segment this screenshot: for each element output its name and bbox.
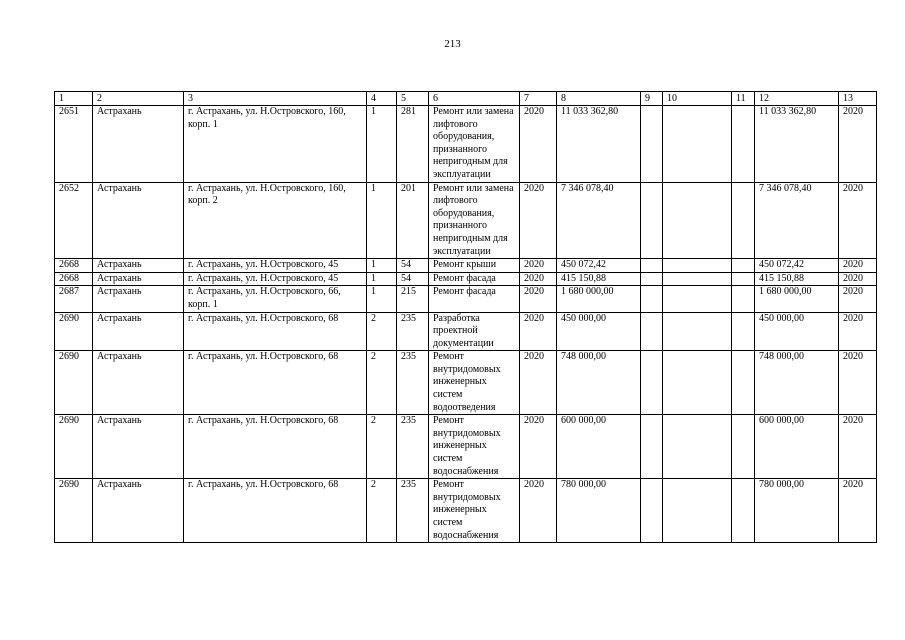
table-cell: Ремонт внутридомовых инженерных систем водоснабжения <box>429 479 520 543</box>
table-cell <box>641 479 663 543</box>
table-cell: 780 000,00 <box>755 479 839 543</box>
table-cell <box>663 286 732 312</box>
table-cell <box>641 415 663 479</box>
table-cell <box>641 351 663 415</box>
table-cell: г. Астрахань, ул. Н.Островского, 68 <box>184 479 367 543</box>
table-cell: 2020 <box>839 286 877 312</box>
table-cell <box>732 106 755 183</box>
table-row <box>55 479 877 543</box>
table-cell: г. Астрахань, ул. Н.Островского, 160, корп. 2 <box>184 182 367 259</box>
table-row <box>55 351 877 415</box>
table-cell <box>641 259 663 273</box>
table-cell: 2020 <box>520 351 557 415</box>
table-cell: 748 000,00 <box>557 351 641 415</box>
table-cell: г. Астрахань, ул. Н.Островского, 68 <box>184 312 367 351</box>
table-cell: 450 000,00 <box>557 312 641 351</box>
table-row <box>55 286 877 312</box>
table-cell: Ремонт фасада <box>429 286 520 312</box>
table-cell: Астрахань <box>93 415 184 479</box>
table-cell: 2020 <box>520 106 557 183</box>
table-cell <box>663 259 732 273</box>
table-cell: 2020 <box>839 106 877 183</box>
table-cell: 2 <box>367 479 397 543</box>
table-cell: 2020 <box>520 479 557 543</box>
table-cell: 2 <box>367 415 397 479</box>
table-cell: г. Астрахань, ул. Н.Островского, 68 <box>184 415 367 479</box>
table-cell: 2668 <box>55 272 93 286</box>
table-cell: 2020 <box>839 479 877 543</box>
table-cell: 2020 <box>520 182 557 259</box>
table-cell <box>641 312 663 351</box>
table-cell: 2020 <box>839 312 877 351</box>
table-cell: 2690 <box>55 351 93 415</box>
table-cell: 2 <box>367 312 397 351</box>
table-cell: 54 <box>397 259 429 273</box>
table-cell <box>641 182 663 259</box>
table-cell: 2020 <box>839 182 877 259</box>
column-number-cell: 11 <box>732 92 755 106</box>
table-cell: Разработка проектной документации <box>429 312 520 351</box>
table-cell: 2651 <box>55 106 93 183</box>
table-cell: Астрахань <box>93 259 184 273</box>
table-cell: 2020 <box>839 272 877 286</box>
table-cell <box>732 272 755 286</box>
column-number-cell: 9 <box>641 92 663 106</box>
table-cell: 2690 <box>55 312 93 351</box>
table-cell <box>663 106 732 183</box>
table-cell: 235 <box>397 312 429 351</box>
table-cell: 2020 <box>520 286 557 312</box>
table-cell: 2020 <box>839 259 877 273</box>
table-row <box>55 106 877 183</box>
table-cell: Астрахань <box>93 106 184 183</box>
table-cell <box>732 286 755 312</box>
table-cell <box>663 479 732 543</box>
table-cell: 600 000,00 <box>557 415 641 479</box>
column-number-cell: 8 <box>557 92 641 106</box>
table-cell <box>663 351 732 415</box>
table-cell: 2652 <box>55 182 93 259</box>
table-cell: 235 <box>397 415 429 479</box>
table-cell <box>663 272 732 286</box>
table-cell: 2690 <box>55 415 93 479</box>
table-cell <box>663 312 732 351</box>
table-cell: Ремонт внутридомовых инженерных систем водоснабжения <box>429 415 520 479</box>
table-cell: 2020 <box>520 312 557 351</box>
table-cell: 235 <box>397 351 429 415</box>
table-cell: 281 <box>397 106 429 183</box>
table-cell <box>732 182 755 259</box>
table-cell: 1 <box>367 286 397 312</box>
table-cell <box>732 312 755 351</box>
table-cell: 2687 <box>55 286 93 312</box>
table-cell: 450 072,42 <box>755 259 839 273</box>
column-number-cell: 13 <box>839 92 877 106</box>
table-cell: г. Астрахань, ул. Н.Островского, 160, корп. 1 <box>184 106 367 183</box>
table-cell: 2020 <box>839 415 877 479</box>
table-cell: Ремонт или замена лифтового оборудования, признанного непригодным для эксплуатации <box>429 182 520 259</box>
table-cell: Ремонт внутридомовых инженерных систем водоотведения <box>429 351 520 415</box>
table-cell: 201 <box>397 182 429 259</box>
table-cell: 2690 <box>55 479 93 543</box>
table-row <box>55 272 877 286</box>
table-cell: Астрахань <box>93 272 184 286</box>
table-cell: 7 346 078,40 <box>755 182 839 259</box>
table-cell: 2 <box>367 351 397 415</box>
column-number-cell: 5 <box>397 92 429 106</box>
table-cell: 2020 <box>839 351 877 415</box>
column-number-cell: 10 <box>663 92 732 106</box>
table-cell: Ремонт крыши <box>429 259 520 273</box>
table-cell <box>663 182 732 259</box>
table-cell: 2020 <box>520 259 557 273</box>
table-cell: 1 <box>367 259 397 273</box>
table-cell: 415 150,88 <box>557 272 641 286</box>
table-cell: Ремонт или замена лифтового оборудования, признанного непригодным для эксплуатации <box>429 106 520 183</box>
table-cell: 1 680 000,00 <box>755 286 839 312</box>
column-number-cell: 6 <box>429 92 520 106</box>
table-cell <box>641 106 663 183</box>
table-cell: 7 346 078,40 <box>557 182 641 259</box>
column-number-cell: 2 <box>93 92 184 106</box>
column-number-cell: 1 <box>55 92 93 106</box>
table-cell: 1 <box>367 272 397 286</box>
table-cell: г. Астрахань, ул. Н.Островского, 45 <box>184 259 367 273</box>
table-cell <box>641 286 663 312</box>
table-cell: 450 072,42 <box>557 259 641 273</box>
table-row <box>55 182 877 259</box>
table-cell <box>732 415 755 479</box>
column-number-cell: 3 <box>184 92 367 106</box>
table-cell: Астрахань <box>93 182 184 259</box>
table-cell <box>732 479 755 543</box>
table-cell: Астрахань <box>93 351 184 415</box>
table-row <box>55 415 877 479</box>
column-number-cell: 4 <box>367 92 397 106</box>
table-cell: Астрахань <box>93 479 184 543</box>
column-number-cell: 7 <box>520 92 557 106</box>
column-number-cell: 12 <box>755 92 839 106</box>
capital-repair-table <box>54 91 877 543</box>
table-cell: 748 000,00 <box>755 351 839 415</box>
table-cell: 1 680 000,00 <box>557 286 641 312</box>
table-cell: 780 000,00 <box>557 479 641 543</box>
table-cell: Ремонт фасада <box>429 272 520 286</box>
table-cell: 600 000,00 <box>755 415 839 479</box>
table-row <box>55 259 877 273</box>
table-cell: 2020 <box>520 272 557 286</box>
table-cell: Астрахань <box>93 312 184 351</box>
table-cell: 215 <box>397 286 429 312</box>
table-cell: 2020 <box>520 415 557 479</box>
table-cell: 2668 <box>55 259 93 273</box>
table-cell: 1 <box>367 182 397 259</box>
table-cell <box>663 415 732 479</box>
table-cell: 11 033 362,80 <box>755 106 839 183</box>
table-cell: Астрахань <box>93 286 184 312</box>
table-cell: 415 150,88 <box>755 272 839 286</box>
table-cell: г. Астрахань, ул. Н.Островского, 45 <box>184 272 367 286</box>
column-number-row <box>55 92 877 106</box>
table-cell: 54 <box>397 272 429 286</box>
table-cell: 235 <box>397 479 429 543</box>
table-cell: г. Астрахань, ул. Н.Островского, 68 <box>184 351 367 415</box>
table-cell: 11 033 362,80 <box>557 106 641 183</box>
table-cell: 450 000,00 <box>755 312 839 351</box>
table-cell <box>732 259 755 273</box>
table-cell: г. Астрахань, ул. Н.Островского, 66, корп. 1 <box>184 286 367 312</box>
table-cell <box>641 272 663 286</box>
table-row <box>55 312 877 351</box>
table-cell: 1 <box>367 106 397 183</box>
page-number: 213 <box>444 38 461 50</box>
table-cell <box>732 351 755 415</box>
